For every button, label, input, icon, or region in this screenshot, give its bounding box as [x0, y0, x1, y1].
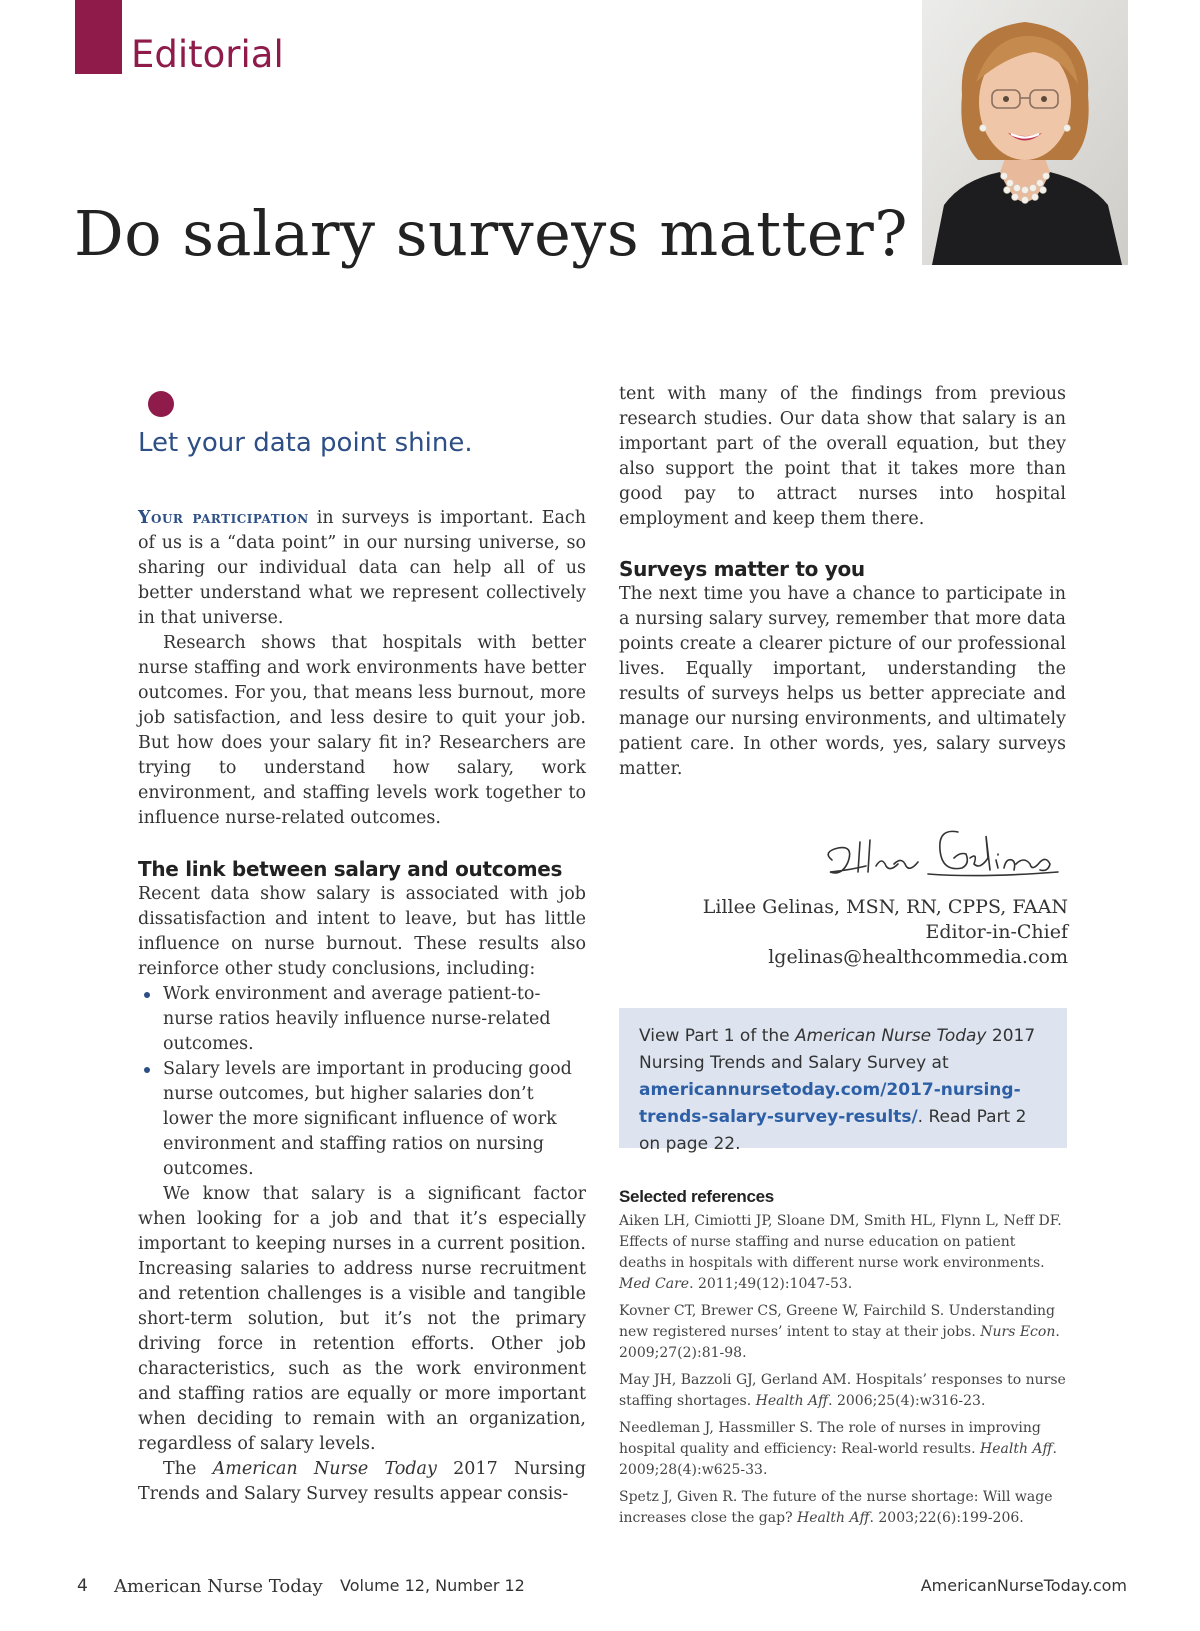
paragraph: Recent data show salary is associated with job dissatisfaction and intent to leave, but has little influence on nurse burnout. These results also reinforce other study conclusions, including: — [138, 884, 586, 979]
section-heading: The link between salary and outcomes — [138, 857, 563, 881]
paragraph: tent with many of the findings from previous research studies. Our data show that salary is an important part of the overall equation, but they also support the point that it takes more than good pay to attract nurses into hospital employment and keep them there. — [619, 384, 1066, 529]
reference-item: Kovner CT, Brewer CS, Greene W, Fairchild S. Understanding new registered nurses’ intent to stay at their jobs. Nurs Econ. 2009;27(2):81-98. — [619, 1303, 1060, 1361]
page-title: Do salary surveys matter? — [74, 197, 908, 270]
survey-callout-box: View Part 1 of the American Nurse Today 2017 Nursing Trends and Salary Survey at americannursetoday.com/2017-nursing-trends-salary-survey-results/. Read Part 2 on page 22. — [619, 1008, 1067, 1148]
paragraph: The next time you have a chance to participate in a nursing salary survey, remember that more data points create a clearer picture of our professional lives. Equally important, understanding the results of surveys helps us better appreciate and manage our nursing environments, and ultimately patient care. In other words, yes, salary surveys matter. — [619, 584, 1066, 779]
page-footer — [77, 1576, 1127, 1598]
page-number: 4 — [77, 1576, 88, 1596]
website-link[interactable]: AmericanNurseToday.com — [920, 1576, 1127, 1595]
reference-item: Aiken LH, Cimiotti JP, Sloane DM, Smith HL, Flynn L, Neff DF. Effects of nurse staffing and nurse education on patient deaths in hospitals with different nurse work environments. Med Care. 2011;49(12):1047-53. — [619, 1213, 1062, 1292]
left-column — [138, 506, 586, 1507]
paragraph: We know that salary is a significant factor when looking for a job and that it’s especially important to keeping nurses in a current position. Increasing salaries to address nurse recruitment and retention challenges is a visible and tangible short-term solution, but it’s not the primary driving force in retention efforts. Other job characteristics, such as the work environment and staffing ratios are equally or more important when deciding to remain with an organization, regardless of salary levels. — [138, 1184, 586, 1454]
reference-item: May JH, Bazzoli GJ, Gerland AM. Hospitals’ responses to nurse staffing shortages. Health Aff. 2006;25(4):w316-23. — [619, 1372, 1066, 1409]
volume-info: Volume 12, Number 12 — [340, 1576, 525, 1595]
reference-item: Needleman J, Hassmiller S. The role of nurses in improving hospital quality and efficiency: Real-world results. Health Aff. 2009;28(4):w625-33. — [619, 1420, 1057, 1478]
bullet-list — [138, 982, 586, 1182]
survey-results-link[interactable]: americannursetoday.com/2017-nursing-trends-salary-survey-results/ — [639, 1080, 1021, 1127]
deck-bullet-dot — [148, 391, 174, 417]
section-color-bar — [75, 0, 122, 74]
paragraph: Research shows that hospitals with better nurse staffing and work environments have better outcomes. For you, that means less burnout, more job satisfaction, and less desire to quit your job. But how does your salary fit in? Researchers are trying to understand how salary, work environment, and staffing levels work together to influence nurse-related outcomes. — [138, 633, 586, 828]
lead-in-caps: Your participation — [138, 508, 309, 528]
paragraph: The American Nurse Today 2017 Nursing Trends and Salary Survey results appear consis- — [138, 1459, 586, 1504]
author-name: Lillee Gelinas, MSN, RN, CPPS, FAAN — [702, 896, 1068, 918]
references-section — [619, 1187, 1067, 1535]
publication-name: American Nurse Today — [114, 1576, 323, 1597]
references-heading: Selected references — [619, 1187, 774, 1206]
section-label: Editorial — [131, 33, 284, 76]
paragraph: Your participation in surveys is important. Each of us is a “data point” in our nursing universe, so sharing our individual data can help all of us better understand what we represent collectively in that universe. — [138, 508, 586, 628]
signature-block — [703, 895, 1068, 970]
author-email[interactable]: lgelinas@healthcommedia.com — [768, 946, 1068, 968]
section-heading: Surveys matter to you — [619, 557, 865, 581]
list-item: Work environment and average patient-to-nurse ratios heavily influence nurse-related outcomes. — [163, 982, 586, 1057]
reference-item: Spetz J, Given R. The future of the nurse shortage: Will wage increases close the gap? Health Aff. 2003;22(6):199-206. — [619, 1489, 1053, 1526]
author-photo — [922, 0, 1128, 265]
right-column — [619, 382, 1066, 782]
deck-subtitle: Let your data point shine. — [138, 428, 473, 458]
author-title: Editor-in-Chief — [925, 921, 1068, 943]
handwritten-signature — [820, 814, 1070, 894]
list-item: Salary levels are important in producing good nurse outcomes, but higher salaries don’t lower the more significant influence of work environment and staffing ratios on nursing outcomes. — [163, 1057, 586, 1182]
